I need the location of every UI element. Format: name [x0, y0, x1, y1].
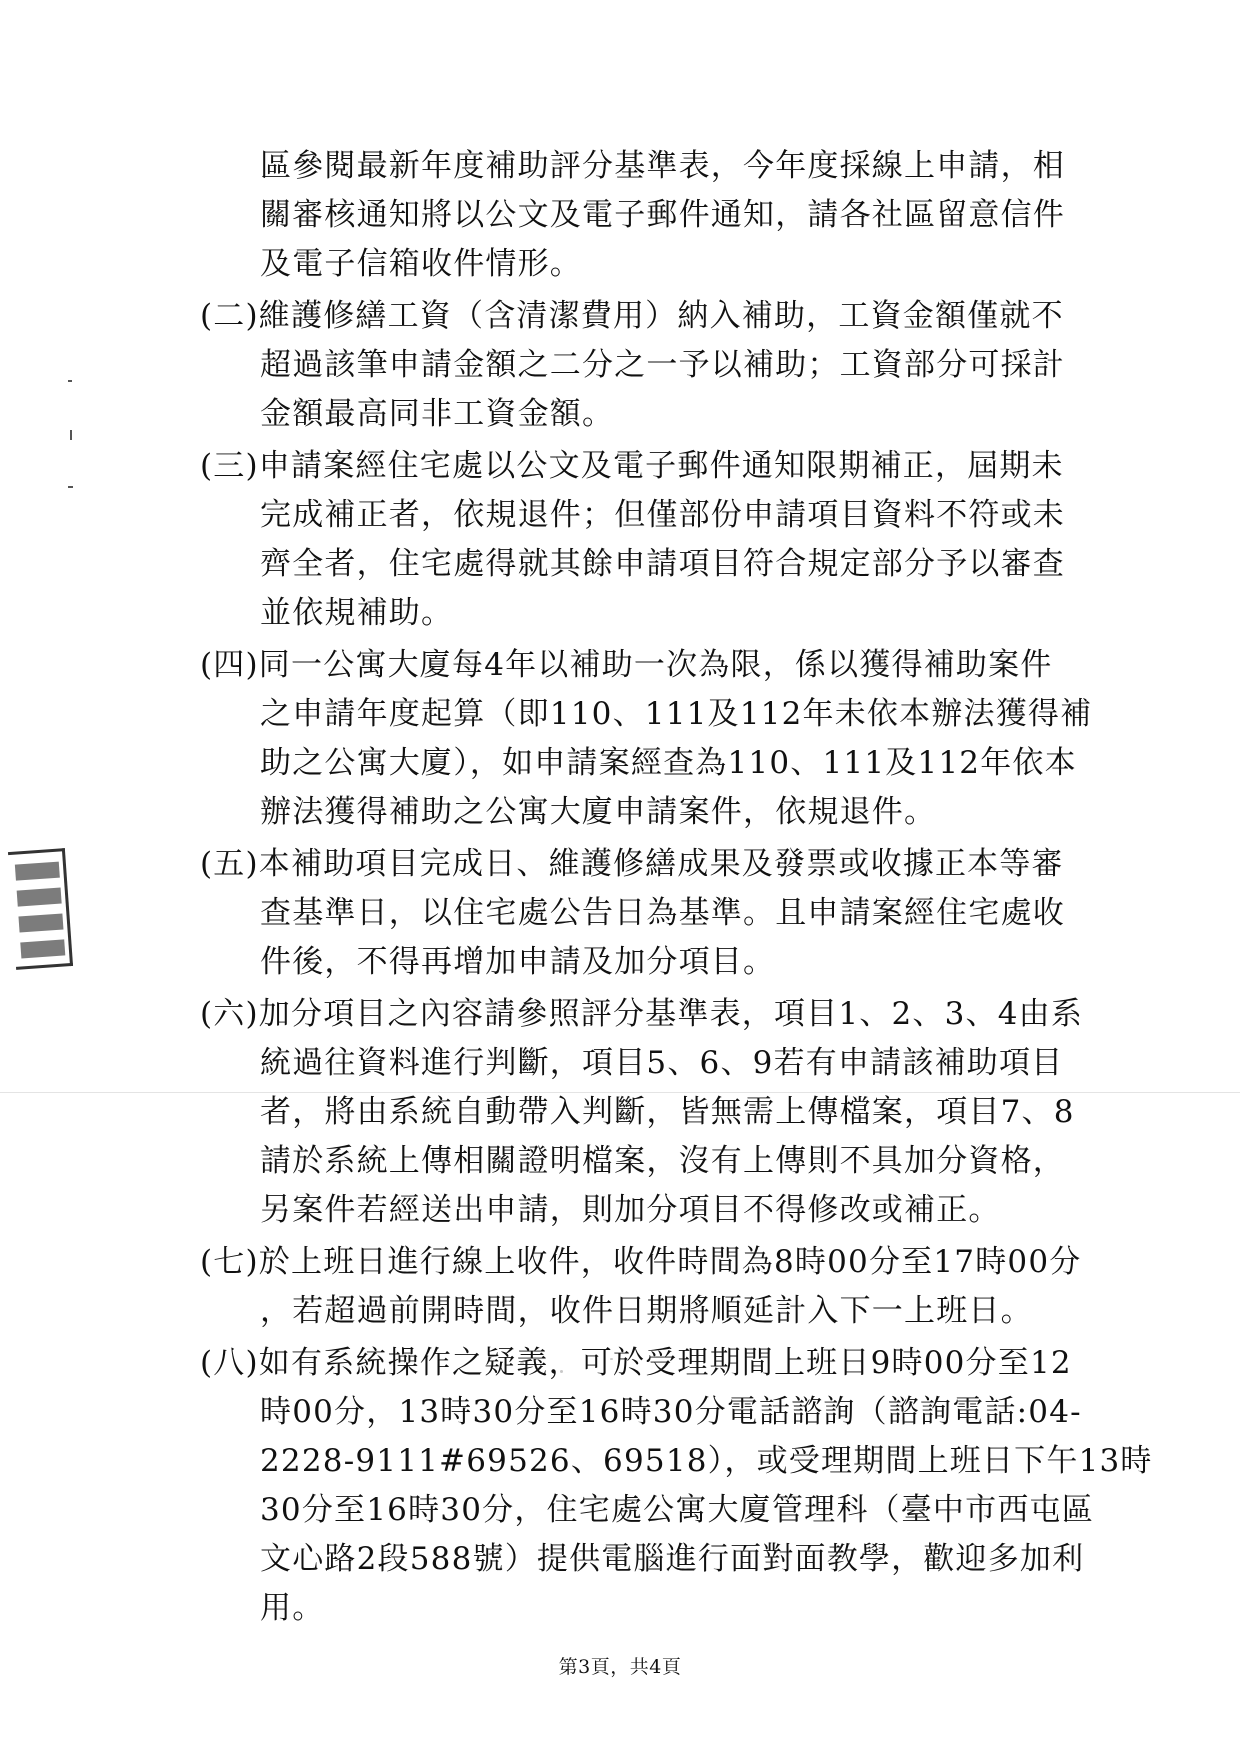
- body-line: 關審核通知將以公文及電子郵件通知，請各社區留意信件: [260, 197, 1065, 233]
- body-line: 金額最高同非工資金額。: [260, 396, 615, 432]
- body-line: 30分至16時30分，住宅處公寓大廈管理科（臺中市西屯區: [260, 1492, 1094, 1528]
- item-first-line: (四)同一公寓大廈每4年以補助一次為限，係以獲得補助案件: [200, 647, 1053, 683]
- body-line: 文心路2段588號）提供電腦進行面對面教學，歡迎多加利: [260, 1541, 1085, 1577]
- item-first-line: (三)申請案經住宅處以公文及電子郵件通知限期補正，屆期未: [200, 448, 1064, 484]
- partial-stamp: [8, 848, 73, 970]
- item-first-line: (五)本補助項目完成日、維護修繕成果及發票或收據正本等審: [200, 846, 1064, 882]
- body-line: 齊全者，住宅處得就其餘申請項目符合規定部分予以審查: [260, 546, 1065, 582]
- item-first-line: (六)加分項目之內容請參照評分基準表，項目1、2、3、4由系: [200, 996, 1084, 1032]
- body-line: 及電子信箱收件情形。: [260, 246, 582, 282]
- body-line: 統過往資料進行判斷，項目5、6、9若有申請該補助項目: [260, 1045, 1064, 1081]
- body-line: 超過該筆申請金額之二分之一予以補助；工資部分可採計: [260, 347, 1065, 383]
- item-first-line: (二)維護修繕工資（含清潔費用）納入補助，工資金額僅就不: [200, 298, 1064, 334]
- body-line: 並依規補助。: [260, 595, 454, 631]
- body-line: ，若超過前開時間，收件日期將順延計入下一上班日。: [260, 1293, 1033, 1329]
- body-line: 區參閱最新年度補助評分基準表，今年度採線上申請，相: [260, 148, 1065, 184]
- item-first-line: (七)於上班日進行線上收件，收件時間為8時00分至17時00分: [200, 1244, 1082, 1280]
- body-line: 查基準日，以住宅處公告日為基準。且申請案經住宅處收: [260, 895, 1065, 931]
- body-line: 件後，不得再增加申請及加分項目。: [260, 944, 776, 980]
- body-line: 用。: [260, 1590, 325, 1626]
- body-line: 辦法獲得補助之公寓大廈申請案件，依規退件。: [260, 794, 937, 830]
- body-line: 者，將由系統自動帶入判斷，皆無需上傳檔案，項目7、8: [260, 1094, 1075, 1130]
- item-first-line: (八)如有系統操作之疑義，可於受理期間上班日9時00分至12: [200, 1345, 1072, 1381]
- scan-mark: [70, 430, 72, 440]
- body-line: 助之公寓大廈），如申請案經查為110、111及112年依本: [260, 745, 1077, 781]
- body-line: 時00分，13時30分至16時30分電話諮詢（諮詢電話:04-: [260, 1394, 1082, 1430]
- body-line: 完成補正者，依規退件；但僅部份申請項目資料不符或未: [260, 497, 1065, 533]
- scan-mark: [68, 380, 72, 382]
- page-number: 第3頁，共4頁: [558, 1656, 682, 1678]
- body-line: 2228-9111#69526、69518），或受理期間上班日下午13時: [260, 1443, 1153, 1479]
- body-line: 另案件若經送出申請，則加分項目不得修改或補正。: [260, 1192, 1001, 1228]
- scan-mark: [68, 486, 73, 488]
- body-line: 之申請年度起算（即110、111及112年未依本辦法獲得補: [260, 696, 1093, 732]
- document-body: [200, 142, 1153, 1633]
- body-line: 請於系統上傳相關證明檔案，沒有上傳則不具加分資格，: [260, 1143, 1065, 1179]
